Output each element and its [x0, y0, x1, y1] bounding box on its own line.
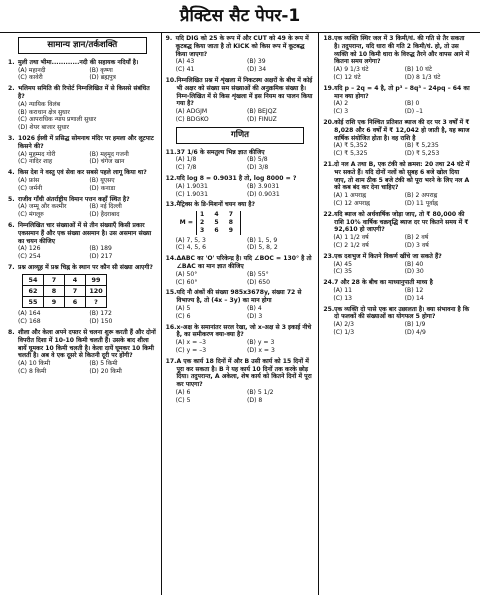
answer-option[interactable]: (D) FINUZ: [247, 115, 277, 123]
question-stem: [166, 358, 315, 389]
answer-options: [323, 287, 472, 303]
question-stem: [323, 253, 472, 261]
answer-options: [8, 203, 157, 219]
answer-option[interactable]: (A) 10 किमी: [18, 360, 51, 368]
answer-option[interactable]: (A) न्यायिक विलंब: [18, 100, 61, 108]
answer-option[interactable]: (D) x = 3: [247, 346, 275, 354]
answer-option[interactable]: (D) 150: [89, 318, 113, 326]
question-text: यदि log 8 = 0.9031 है तो, log 8000 = ?: [176, 175, 297, 183]
answer-option[interactable]: (D) 34: [247, 66, 267, 74]
grid-row: [23, 297, 107, 308]
answer-option[interactable]: (A) 9 1/3 घंटे: [333, 66, 369, 74]
question-stem: [323, 211, 472, 234]
section-heading-math: गणित: [176, 127, 305, 144]
question-text: x-अक्ष के समानांतर सरल रेखा, जो x-अक्ष से 3 इकाई नीचे है, का समीकरण क्या-क्या है?: [176, 323, 312, 339]
grid-cell: 8: [44, 285, 65, 296]
question: [8, 169, 157, 192]
answer-option[interactable]: (B) 5 1/2: [247, 388, 274, 396]
answer-option[interactable]: (C) 168: [18, 318, 41, 326]
question-text: यदि DIG को 25 के रूप में और CUT को 49 के रूप में कूटबद्ध किया जाता है तो KICK को किस रूप में कूटबद्ध किया जाएगा?: [175, 35, 309, 58]
answer-option[interactable]: (B) y = 3: [247, 339, 275, 347]
answer-option[interactable]: (C) 2 1/2 वर्ष: [333, 241, 369, 249]
answer-option[interactable]: (A) 11: [333, 286, 352, 294]
answer-option[interactable]: (B) 3.9031: [247, 182, 280, 190]
question-text: एक व्यक्ति दो पासे एक बार उछालता है। क्या संभावना है कि दो फलकों की संख्याओं का योगफल 5 होगा?: [334, 305, 470, 321]
question-stem: [8, 135, 157, 151]
answer-option[interactable]: (C) 254: [18, 253, 41, 261]
grid-cell: 99: [86, 274, 107, 285]
answer-option[interactable]: (C) 5: [175, 396, 191, 404]
question-text: निम्नलिखित प्रश्न में शृंखला में निकटस्थ अक्षरों के बीच में कोई भी अक्षर को संख्या सम संख्याओं की अनुक्रमिक संख्या है। निम्न-लिखित में से किस शृंखला में इस नियम का पालन किया गया है?: [176, 76, 313, 108]
answer-option[interactable]: (B) 172: [89, 310, 112, 318]
answer-option[interactable]: (D) 20 किमी: [89, 367, 122, 375]
question-number: 25.: [323, 305, 335, 313]
answer-option[interactable]: (D) 5, 8, 2: [247, 244, 278, 252]
question: [166, 201, 315, 252]
question-number: 12.: [165, 175, 177, 183]
answer-option[interactable]: (C) नादिर शाह: [18, 158, 53, 166]
answer-option[interactable]: (A) 50°: [175, 270, 198, 278]
answer-option[interactable]: (D) 3/8: [247, 164, 269, 172]
question: [323, 279, 472, 302]
question-number: 4.: [8, 169, 15, 177]
answer-option[interactable]: (C) 1/3: [333, 328, 355, 336]
question: [8, 196, 157, 219]
question-number: 14.: [165, 255, 177, 263]
question-stem: [166, 175, 315, 183]
grid-cell: 4: [65, 274, 86, 285]
answer-option[interactable]: (D) 3: [247, 312, 263, 320]
answer-option[interactable]: (C) 3: [333, 108, 349, 116]
question-number: 19.: [323, 84, 335, 92]
answer-options: [166, 339, 315, 355]
answer-option[interactable]: (A) 7, 5, 3: [175, 236, 206, 244]
answer-option[interactable]: (A) 164: [18, 310, 41, 318]
answer-option[interactable]: (A) मुहम्मद गोरी: [18, 150, 56, 158]
question-stem: [323, 35, 472, 66]
question: [166, 289, 315, 320]
question-number: 1.: [8, 58, 15, 66]
answer-option[interactable]: (B) 55°: [247, 270, 269, 278]
answer-option[interactable]: (D) चंगेज खान: [89, 158, 125, 166]
answer-options: [8, 101, 157, 132]
question: [323, 35, 472, 82]
question-number: 5.: [8, 195, 15, 203]
answer-options: [166, 108, 315, 124]
question: [323, 161, 472, 208]
question-number: 22.: [323, 210, 335, 218]
question: [8, 329, 157, 376]
question-text: यदि ब्याज को अर्धवार्षिक जोड़ा जाए, तो ₹ 80,000 की राशि 10% वार्षिक चक्रवृद्धि ब्याज दर पर कितने समय में ₹ 92,610 हो जाएगी?: [334, 210, 469, 234]
question-text: राजीव गाँधी अंतर्राष्ट्रीय विमान पत्तन कहाँ स्थित है?: [18, 195, 130, 203]
answer-option[interactable]: (C) 12 अपराह्न: [333, 199, 370, 207]
grid-cell: 7: [44, 274, 65, 285]
matrix-row: 1 4 7: [199, 211, 237, 219]
page-title: प्रैक्टिस सैट पेपर-1: [0, 0, 480, 33]
answer-option[interactable]: (D) शेयर बाजार सुधार: [18, 124, 70, 132]
answer-option[interactable]: (B) ₹ 5,235: [404, 142, 439, 150]
question-text: प्रश्न आव्यूह में प्रश्न चिह्न के स्थान पर कौन सी संख्या आएगी?: [18, 264, 153, 271]
answer-options: [166, 389, 315, 405]
question-stem: [323, 85, 472, 101]
matrix-label: M =: [179, 219, 193, 227]
question: [8, 59, 157, 82]
question: [166, 175, 315, 198]
answer-options: [323, 100, 472, 116]
answer-option[interactable]: (C) 6: [175, 312, 191, 320]
grid-cell: 120: [86, 285, 107, 296]
question-stem: [323, 279, 472, 287]
question: [8, 85, 157, 132]
answer-option[interactable]: (A) जम्मू और कश्मीर: [18, 203, 67, 211]
answer-option[interactable]: (D) 3 वर्ष: [404, 241, 429, 249]
answer-options: [8, 245, 157, 261]
answer-option[interactable]: (D) हैदराबाद: [89, 211, 120, 219]
question-stem: [166, 289, 315, 305]
question: [166, 35, 315, 74]
question: [166, 358, 315, 405]
answer-option[interactable]: (A) 1 1/2 वर्ष: [333, 234, 369, 242]
question-number: 11.: [165, 148, 177, 156]
answer-option[interactable]: (D) 217: [89, 253, 113, 261]
answer-option[interactable]: (B) 189: [89, 245, 112, 253]
grid-cell: 54: [23, 274, 44, 285]
answer-options: [323, 234, 472, 250]
answer-option[interactable]: (B) 2 अपराह्न: [404, 192, 438, 200]
question-text: 37 1/6 के समतुल्य भिन्न ज्ञात कीजिए: [176, 148, 265, 156]
answer-option[interactable]: (C) 13: [333, 294, 353, 302]
answer-option[interactable]: (A) फ्रांस: [18, 177, 40, 185]
question-text: A एक कार्य 18 दिनों में और B उसी कार्य को 15 दिनों में पूरा कर सकता है। B ने यह कार्य 10 दिनों तक करके छोड़ दिया। तदुपरान्त, A अकेला, शेष कार्य को कितने दिनों में पूरा कर पाएगा?: [176, 357, 312, 389]
answer-option[interactable]: (B) 2 वर्ष: [404, 234, 429, 242]
grid-cell: ?: [86, 297, 107, 308]
answer-option[interactable]: (D) 11 पूर्वाह्न: [404, 199, 438, 207]
answer-options: [166, 271, 315, 287]
question-number: 3.: [8, 135, 15, 143]
answer-option[interactable]: (C) BDGKO: [175, 115, 209, 123]
question-number: 21.: [323, 160, 335, 168]
answer-option[interactable]: (A) 43: [175, 58, 195, 66]
grid-cell: 6: [65, 297, 86, 308]
question-text: यदि नौ अंकों की संख्या 985x3678y, संख्या 72 से विभाज्य है, तो (4x – 3y) का मान होगा: [176, 289, 302, 305]
question-number: 16.: [165, 323, 177, 331]
question-stem: [166, 77, 315, 108]
question: [323, 306, 472, 337]
column-3: [318, 33, 476, 595]
answer-option[interactable]: (B) 4: [247, 304, 262, 312]
answer-option[interactable]: (D) 14: [404, 294, 424, 302]
answer-option[interactable]: (A) 1 अपराह्न: [333, 192, 366, 200]
question-number: 8.: [8, 328, 15, 336]
grid-cell: 62: [23, 285, 44, 296]
answer-options: [8, 360, 157, 376]
answer-options: [323, 261, 472, 277]
answer-option[interactable]: (B) 1/9: [404, 321, 426, 329]
answer-option[interactable]: (A) 126: [18, 245, 41, 253]
answer-option[interactable]: (B) 0: [404, 100, 420, 108]
answer-option[interactable]: (B) 39: [247, 58, 266, 66]
answer-option[interactable]: (C) ₹ 5,325: [333, 150, 368, 158]
answer-option[interactable]: (A) 5: [175, 304, 191, 312]
grid-cell: 9: [44, 297, 65, 308]
answer-options: [323, 321, 472, 337]
answer-option[interactable]: (D) ₹ 5,253: [404, 150, 440, 158]
question-text: 1026 ईस्वी में प्रसिद्ध सोमनाथ मंदिर पर हमला और लूटपाट किसने की?: [18, 135, 154, 150]
question-text: कोई राशि एक निश्चित प्रतिशत ब्याज की दर पर 3 वर्षों में ₹ 8,028 और 6 वर्षों में ₹ 12,042 हो जाती है, यह ब्याज वार्षिक संयोजित होता है। वह राशि है: [334, 118, 470, 142]
section-heading-gk: सामान्य ज्ञान/तर्कशक्ति: [18, 37, 147, 54]
answer-option[interactable]: (B) 5 किमी: [89, 360, 118, 368]
answer-option[interactable]: (B) 10 घंटे: [404, 66, 432, 74]
question-stem: [8, 59, 157, 67]
answer-option[interactable]: (C) 4, 5, 6: [175, 244, 206, 252]
column-2: [161, 33, 319, 595]
answer-options: [8, 310, 157, 326]
question-number: 7.: [8, 264, 15, 271]
answer-option[interactable]: (C) 60°: [175, 278, 198, 286]
question-number: 23.: [323, 252, 335, 260]
question-number: 15.: [165, 289, 177, 297]
answer-options: [8, 67, 157, 83]
question: [166, 77, 315, 124]
column-1: [4, 33, 161, 595]
question-number: 6.: [8, 222, 15, 230]
answer-option[interactable]: (A) महानदी: [18, 66, 46, 74]
question: [166, 324, 315, 355]
question-number: 2.: [8, 85, 15, 93]
answer-option[interactable]: (C) 41: [175, 66, 195, 74]
question-number: 10.: [165, 76, 177, 84]
question: [166, 149, 315, 172]
question-stem: [166, 324, 315, 340]
answer-option[interactable]: (B) BEJQZ: [247, 108, 277, 116]
answer-option[interactable]: (A) 2: [333, 100, 349, 108]
question: [323, 253, 472, 276]
answer-options: [8, 151, 157, 167]
question: [323, 85, 472, 116]
answer-option[interactable]: (A) 1.9031: [175, 182, 208, 190]
question-text: यदि p – 2q = 4 है, तो p³ – 8q³ – 24pq – 64 का मान क्या होगा?: [334, 84, 470, 100]
question: [8, 222, 157, 261]
matrix-row: 2 5 8: [199, 219, 237, 227]
answer-option[interactable]: (D) –1: [404, 108, 423, 116]
answer-option[interactable]: (C) y = –3: [175, 346, 207, 354]
grid-row: [23, 285, 107, 296]
matrix-row: 3 6 9: [199, 226, 237, 234]
answer-option[interactable]: (C) 7/8: [175, 164, 197, 172]
question-text: शीला और केला अपने दफ्तर से चलना शुरू करती हैं और दोनों विपरीत दिशा में 10-10 किमी चलती हैं। उसके बाद शीला बायें घूमकर 10 किमी चलती है। केला दायें घूमकर 10 किमी चलती है। अब वे एक दूसरे से कितनी दूरी पर होंगी?: [18, 328, 156, 360]
matrix-block: [180, 211, 315, 234]
question-text: ΔABC का 'O' परिकेन्द्र है। यदि ∠BOC = 130° है तो ∠BAC का मान ज्ञात कीजिए: [176, 255, 312, 270]
answer-option[interactable]: (C) 1.9031: [175, 190, 208, 198]
answer-option[interactable]: (D) 0.9031: [247, 190, 280, 198]
answer-option[interactable]: (D) 8: [247, 396, 263, 404]
answer-option[interactable]: (D) 650: [247, 278, 271, 286]
question-text: एक व्यक्ति स्थिर जल में 3 किमी/घं. की गति से तैर सकता है। तदुपरान्त, यदि धारा की गति 2 किमी/घं. हो, तो उस व्यक्ति को 10 किमी धारा के विरुद्ध तैरने और वापस आने में कितना समय लगेगा?: [334, 35, 470, 66]
answer-option[interactable]: (C) मंगलूरु: [18, 211, 44, 219]
answer-option[interactable]: (B) कराधान क्षेत्र सुधार: [18, 108, 70, 116]
question-number: 17.: [165, 357, 177, 365]
question-text: एक दशभुज में कितने विकर्ण खींचे जा सकते हैं?: [334, 252, 442, 260]
question-text: 7 और 28 के बीच का माध्यानुपाती माध्य है: [334, 279, 433, 287]
question-stem: [8, 264, 157, 272]
question-text: मुली तथा भीमा............नदी की सहायक नदियाँ है।: [18, 58, 139, 66]
answer-option[interactable]: (C) कावेरी: [18, 74, 43, 82]
answer-options: [323, 192, 472, 208]
answer-options: [166, 305, 315, 321]
question-stem: [166, 149, 315, 157]
question-stem: [323, 161, 472, 192]
matrix-brackets: [196, 211, 241, 234]
grid-cell: 7: [65, 285, 86, 296]
answer-option[interactable]: (A) ₹ 5,352: [333, 142, 368, 150]
question: [8, 264, 157, 326]
question-stem: [166, 35, 315, 58]
answer-option[interactable]: (C) 35: [333, 268, 353, 276]
answer-option[interactable]: (D) ब्रह्मपुत्र: [89, 74, 116, 82]
question-number: 13.: [165, 201, 177, 209]
answer-options: [8, 177, 157, 193]
columns: [4, 33, 476, 595]
question-text: भलिमय समिति की रिपोर्ट निम्नलिखित में से किससे संबंधित है?: [18, 85, 150, 101]
question-stem: [166, 255, 315, 271]
question-stem: [8, 85, 157, 101]
question-stem: [8, 329, 157, 360]
answer-option[interactable]: (A) 2/3: [333, 321, 355, 329]
grid-row: [23, 274, 107, 285]
question: [323, 119, 472, 158]
answer-options: [323, 66, 472, 82]
answer-option[interactable]: (B) 40: [404, 260, 424, 268]
question-text: दो नल A तथा B, एक टंकी को क्रमश: 20 तथा 24 घंटे में भर सकते हैं। यदि दोनों नलों को सुबह 6 बजे खोल दिया जाए, तो शाम ठीक 5 बजे टंकी को पूरा भरने के लिए नल A को कब बंद कर देना चाहिए?: [334, 160, 470, 192]
answer-option[interactable]: (C) जर्मनी: [18, 184, 43, 192]
answer-options: [166, 183, 315, 199]
answer-options: [166, 237, 315, 253]
answer-option[interactable]: (B) 12: [404, 286, 424, 294]
number-grid: [22, 274, 107, 309]
question-stem: [323, 119, 472, 142]
question-stem: [8, 222, 157, 245]
question-number: 20.: [323, 118, 335, 126]
question-number: 18.: [323, 35, 335, 42]
question-number: 24.: [323, 279, 335, 287]
answer-options: [323, 142, 472, 158]
answer-option[interactable]: (A) x = –3: [175, 339, 207, 347]
answer-option[interactable]: (A) ADGJM: [175, 108, 208, 116]
answer-option[interactable]: (C) 8 किमी: [18, 367, 47, 375]
answer-options: [166, 156, 315, 172]
answer-option[interactable]: (D) 4/9: [404, 328, 426, 336]
answer-option[interactable]: (B) नई दिल्ली: [89, 203, 122, 211]
question-number: 9.: [165, 35, 173, 42]
answer-option[interactable]: (C) आपराधिक न्याय प्रणाली सुधार: [18, 116, 97, 124]
answer-option[interactable]: (D) 8 1/3 घंटे: [404, 73, 441, 81]
answer-option[interactable]: (B) यूएसए: [89, 177, 115, 185]
answer-option[interactable]: (C) 12 घंटे: [333, 73, 361, 81]
answer-option[interactable]: (B) 5/8: [247, 156, 268, 164]
answer-option[interactable]: (B) महमूद गजनी: [89, 150, 129, 158]
question-stem: [323, 306, 472, 322]
question-text: मैट्रिक्स के डि-मिशनों चयन क्या है?: [176, 201, 256, 209]
question: [166, 255, 315, 286]
answer-option[interactable]: (A) 6: [175, 388, 191, 396]
question: [8, 135, 157, 166]
answer-option[interactable]: (B) कृष्णा: [89, 66, 113, 74]
grid-cell: 55: [23, 297, 44, 308]
question-stem: [8, 169, 157, 177]
question: [323, 211, 472, 250]
answer-option[interactable]: (D) कनाडा: [89, 184, 116, 192]
question-text: निम्नलिखित चार संख्याओं में से तीन संख्याएँ किसी प्रकार एकसमान हैं और एक संख्या असमान है। उस असमान संख्या का चयन कीजिए: [18, 222, 152, 245]
answer-option[interactable]: (A) 1/8: [175, 156, 197, 164]
answer-option[interactable]: (D) 30: [404, 268, 424, 276]
answer-options: [166, 58, 315, 74]
question-stem: [166, 201, 315, 209]
question-text: किस देश ने वस्तु एवं सेवा कर सबसे पहले लागू किया था?: [18, 169, 147, 177]
answer-option[interactable]: (B) 1, 5, 9: [247, 236, 278, 244]
answer-option[interactable]: (A) 45: [333, 260, 352, 268]
